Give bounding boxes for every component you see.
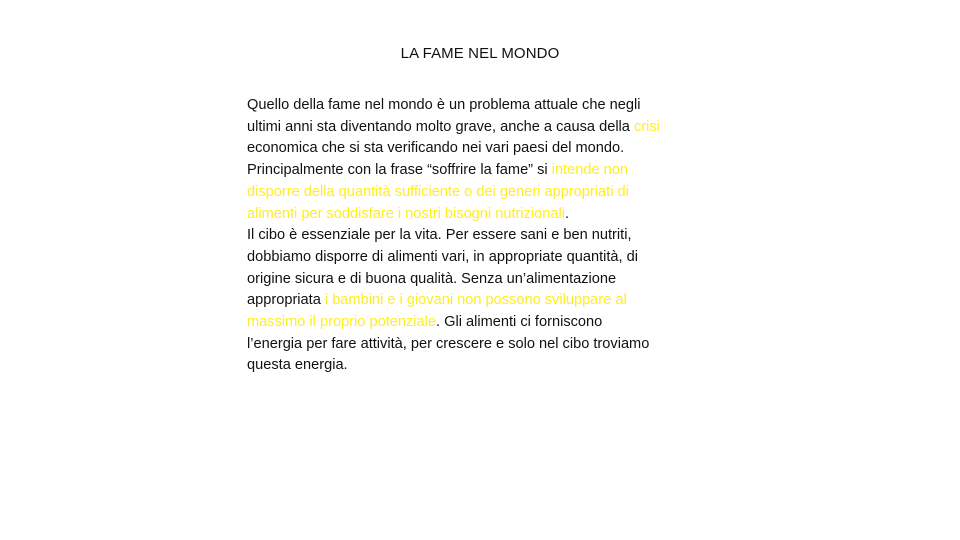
text-line <box>247 160 717 182</box>
text-line <box>247 247 717 269</box>
body-paragraph <box>247 95 717 377</box>
highlighted-text: i bambini e i giovani non possono sviluppare al <box>324 292 627 309</box>
text-line <box>247 355 717 377</box>
text-segment: Quello della fame nel mondo è un problema attuale che negli <box>247 97 641 113</box>
highlighted-text: crisi <box>633 118 660 135</box>
text-segment: Principalmente con la frase “soffrire la fame” si <box>247 162 552 179</box>
text-segment: questa energia. <box>247 357 348 374</box>
text-segment: l’energia per fare attività, per crescere e solo nel cibo troviamo <box>247 335 650 352</box>
text-line <box>247 117 717 139</box>
text-segment: appropriata <box>247 292 325 309</box>
text-line <box>247 334 717 356</box>
text-segment: origine sicura e di buona qualità. Senza un’alimentazione <box>247 270 617 287</box>
highlighted-text: intende non <box>551 162 628 179</box>
text-segment: Il cibo è essenziale per la vita. Per essere sani e ben nutriti, <box>247 227 632 244</box>
text-segment: . <box>564 205 570 222</box>
highlighted-text: alimenti per soddisfare i nostri bisogni nutrizionali <box>247 205 565 222</box>
text-segment: economica che si sta verificando nei vari paesi del mondo. <box>247 140 625 157</box>
text-line <box>247 182 717 204</box>
text-line <box>247 225 717 247</box>
highlighted-text: massimo il proprio potenziale <box>247 314 436 331</box>
text-segment: ultimi anni sta diventando molto grave, anche a causa della <box>247 118 634 135</box>
slide-title: LA FAME NEL MONDO <box>400 45 560 62</box>
text-line <box>247 138 717 160</box>
highlighted-text: disporre della quantità sufficiente o dei generi appropriati di <box>247 183 629 200</box>
text-line <box>247 204 717 226</box>
text-segment: dobbiamo disporre di alimenti vari, in appropriate quantità, di <box>247 248 639 265</box>
text-line <box>247 312 717 334</box>
text-segment: . Gli alimenti ci forniscono <box>436 314 603 331</box>
text-line <box>247 95 717 117</box>
text-line <box>247 290 717 312</box>
text-line <box>247 269 717 291</box>
